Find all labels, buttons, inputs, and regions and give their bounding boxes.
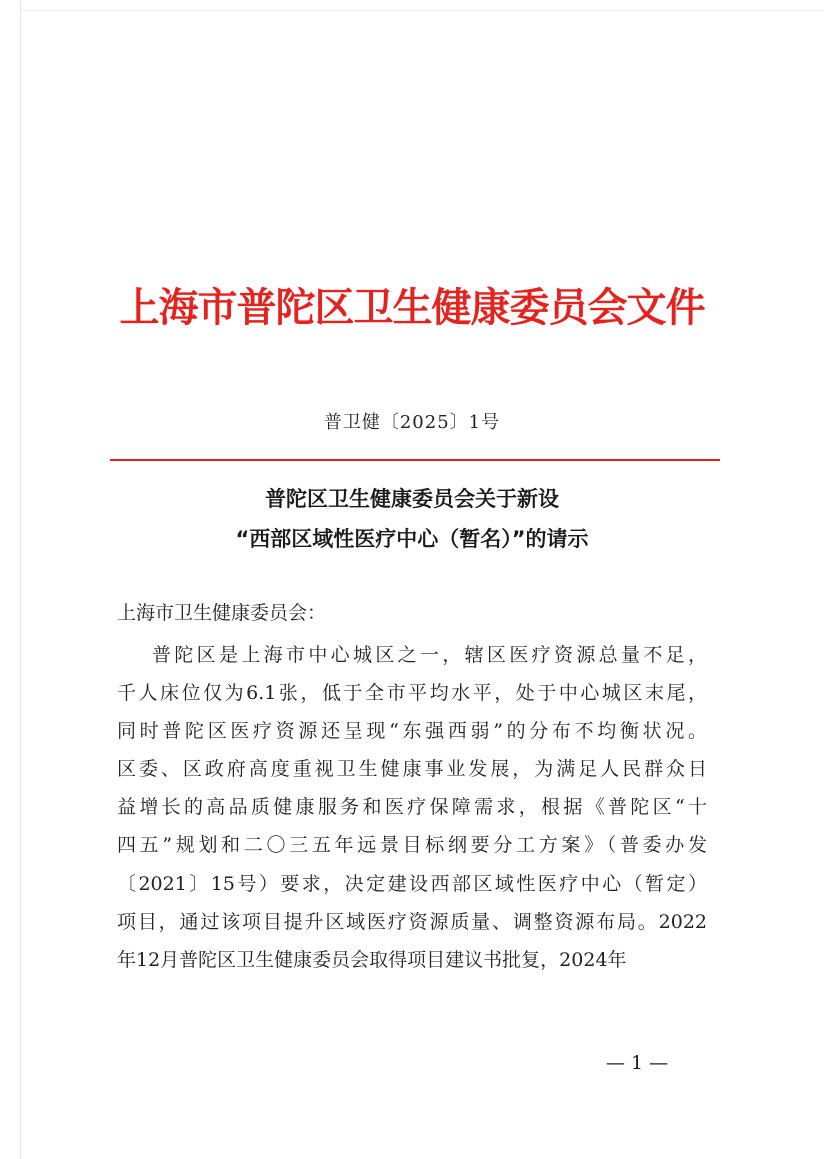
- body-text-line: 普陀区是上海市中心城区之一，辖区医疗资源总量不足，: [152, 644, 707, 666]
- body-text-line: 千人床位仅为6.1张，低于全市平均水平，处于中心城区末尾，: [117, 682, 707, 704]
- scan-edge: [20, 10, 824, 11]
- body-text-line: 年12月普陀区卫生健康委员会取得项目建议书批复，2024年: [117, 949, 627, 971]
- page-number: — 1 —: [606, 1052, 669, 1074]
- body-text-line: 区委、区政府高度重视卫生健康事业发展，为满足人民群众日: [117, 758, 707, 780]
- subject-title-line: “西部区域性医疗中心（暂名）”的请示: [235, 527, 589, 551]
- body-text-line: 四五”规划和二〇三五年远景目标纲要分工方案》（普委办发: [117, 834, 707, 856]
- body-text-line: 项目，通过该项目提升区域医疗资源质量、调整资源布局。2022: [117, 911, 707, 933]
- document-number: 普卫健〔2025〕1号: [323, 412, 501, 433]
- body-text-line: 〔2021〕15号）要求，决定建设西部区域性医疗中心（暂定）: [117, 873, 707, 895]
- body-text-line: 同时普陀区医疗资源还呈现“东强西弱”的分布不均衡状况。: [117, 720, 707, 742]
- red-divider-line: [110, 459, 720, 461]
- salutation: 上海市卫生健康委员会：: [117, 602, 327, 624]
- subject-title-line: 普陀区卫生健康委员会关于新设: [265, 487, 559, 511]
- scan-edge: [20, 0, 21, 1159]
- body-text-line: 益增长的高品质健康服务和医疗保障需求，根据《普陀区“十: [117, 796, 707, 818]
- document-header-title: 上海市普陀区卫生健康委员会文件: [119, 284, 705, 331]
